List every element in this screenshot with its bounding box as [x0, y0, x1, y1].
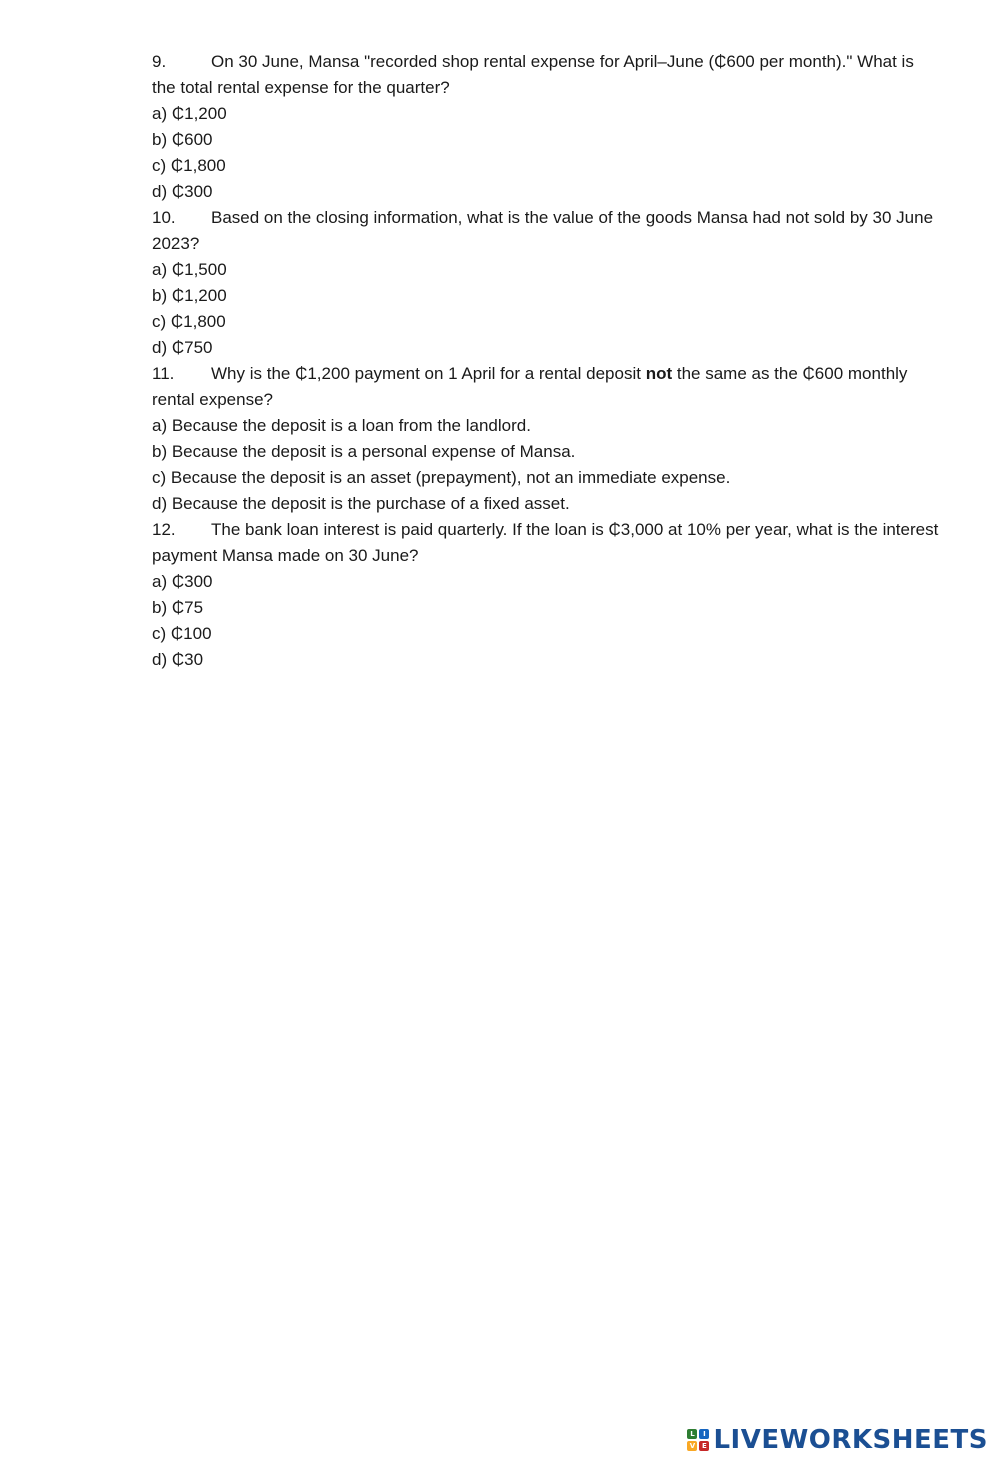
question-11 — [152, 361, 942, 517]
answer-option: b) ₵75 — [152, 598, 204, 617]
question-stem — [152, 361, 942, 413]
question-10 — [152, 205, 942, 361]
question-number: 10. — [152, 208, 176, 227]
question-9 — [152, 49, 942, 205]
question-text-end: the same as the ₵600 monthly rental expense? — [152, 364, 908, 409]
answer-option: a) Because the deposit is a loan from the landlord. — [152, 416, 531, 435]
question-text: The bank loan interest is paid quarterly. If the loan is ₵3,000 at 10% per year, what is the interest payment Mansa made on 30 June? — [152, 520, 939, 565]
question-stem — [152, 205, 942, 257]
answer-option: b) Because the deposit is a personal expense of Mansa. — [152, 442, 576, 461]
answer-option: c) ₵100 — [152, 624, 212, 643]
answer-option: b) ₵1,200 — [152, 286, 227, 305]
question-stem — [152, 517, 942, 569]
answer-option: a) ₵300 — [152, 572, 213, 591]
answer-option: a) ₵1,200 — [152, 104, 227, 123]
question-number: 9. — [152, 52, 167, 71]
question-text: On 30 June, Mansa "recorded shop rental expense for April–June (₵600 per month)." What is the total rental expense for the quarter? — [152, 52, 914, 97]
answer-option: c) ₵1,800 — [152, 312, 226, 331]
logo-mark-letter: L — [687, 1429, 697, 1439]
question-text-emphasis: not — [645, 364, 673, 383]
logo-text: LIVEWORKSHEETS — [713, 1425, 988, 1455]
answer-option: d) ₵30 — [152, 650, 204, 669]
question-number: 11. — [152, 364, 175, 383]
question-stem — [152, 49, 942, 101]
answer-option: d) ₵300 — [152, 182, 213, 201]
question-12 — [152, 517, 942, 673]
answer-option: b) ₵600 — [152, 130, 213, 149]
question-number: 12. — [152, 520, 176, 539]
logo-mark-letter: V — [687, 1441, 697, 1451]
answer-option: c) ₵1,800 — [152, 156, 226, 175]
logo-mark-icon — [687, 1429, 709, 1451]
question-text: Based on the closing information, what is the value of the goods Mansa had not sold by 30 June 2023? — [152, 208, 934, 253]
worksheet-page — [152, 49, 942, 673]
liveworksheets-logo — [687, 1425, 988, 1455]
logo-mark-letter: E — [699, 1441, 709, 1451]
logo-mark-letter: I — [699, 1429, 709, 1439]
answer-option: d) ₵750 — [152, 338, 213, 357]
question-text-start: Why is the ₵1,200 payment on 1 April for a rental deposit — [211, 364, 646, 383]
answer-option: c) Because the deposit is an asset (prepayment), not an immediate expense. — [152, 468, 731, 487]
answer-option: a) ₵1,500 — [152, 260, 227, 279]
answer-option: d) Because the deposit is the purchase of a fixed asset. — [152, 494, 570, 513]
